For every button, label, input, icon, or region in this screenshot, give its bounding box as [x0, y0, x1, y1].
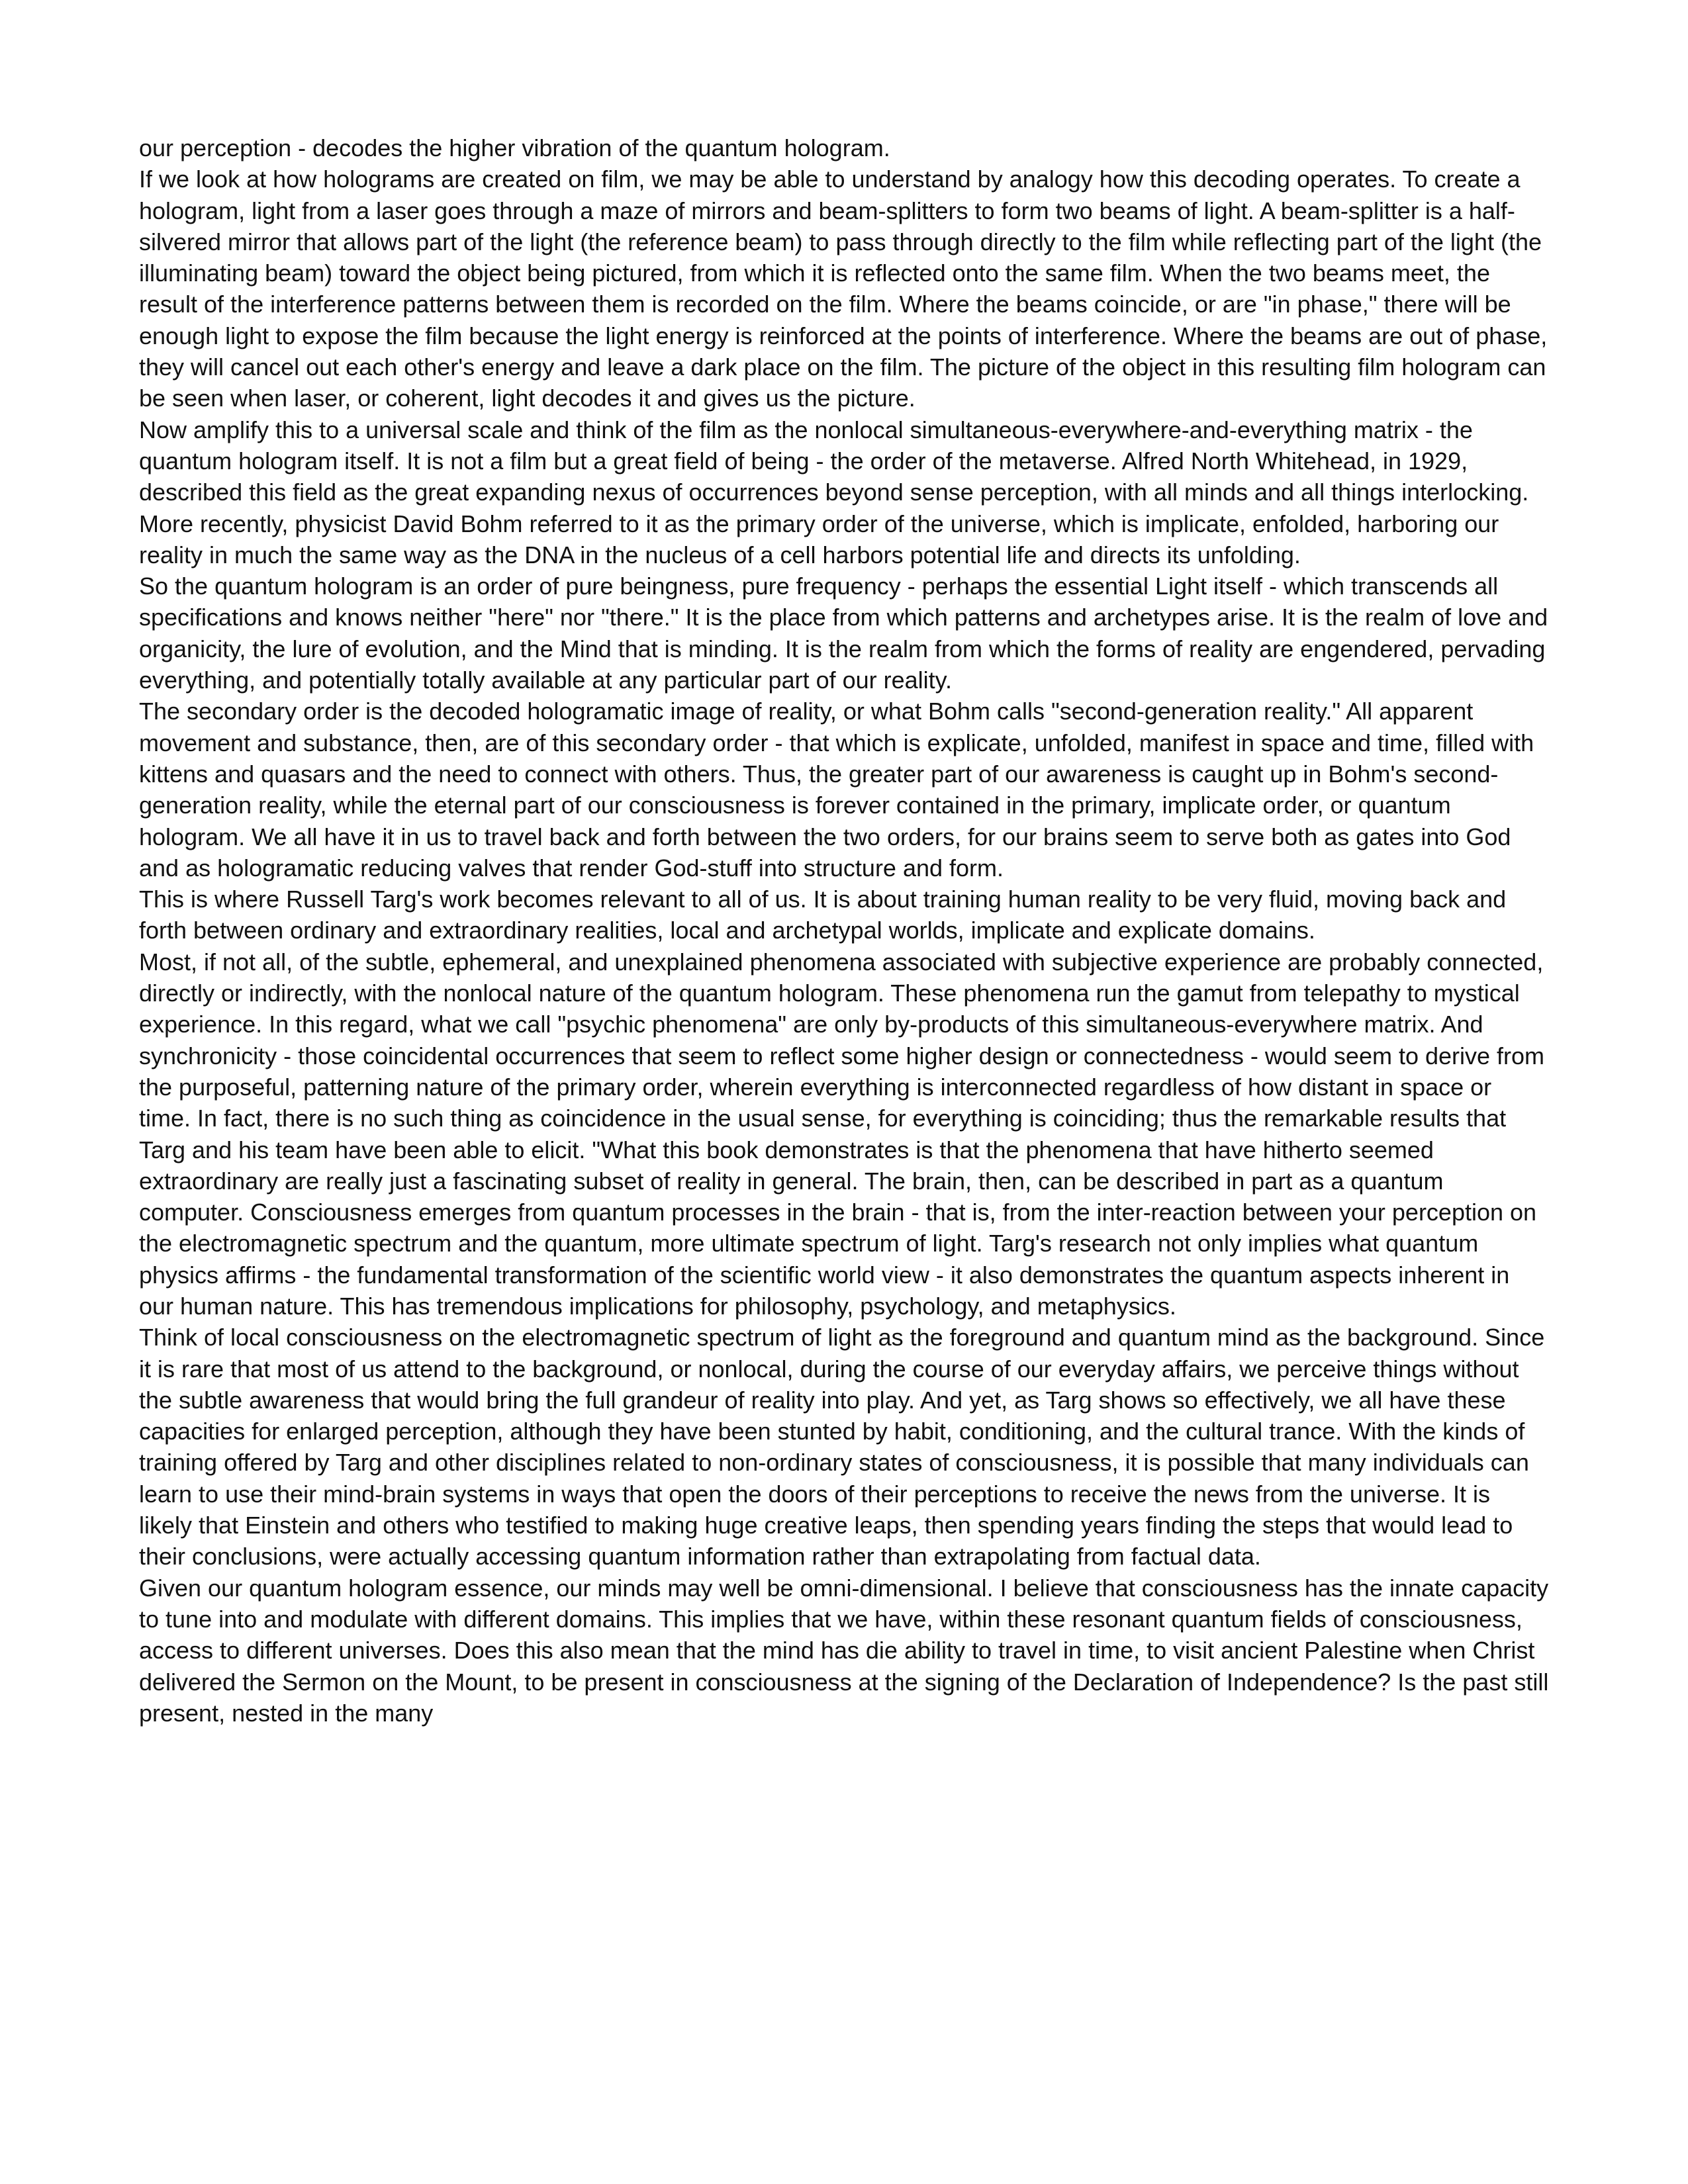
paragraph: So the quantum hologram is an order of pure beingness, pure frequency - perhaps the essential Light itself - which transcends all specifications and knows neither "here" nor "there." It is the place from which patterns and archetypes arise. It is the realm of love and organicity, the lure of evolution, and the Mind that is minding. It is the realm from which the forms of reality are engendered, pervading everything, and potentially totally available at any particular part of our reality. [139, 572, 1548, 694]
paragraph: Now amplify this to a universal scale and think of the film as the nonlocal simultaneous-everywhere-and-everything matrix - the quantum hologram itself. It is not a film but a great field of being - the order of the metaverse. Alfred North Whitehead, in 1929, described this field as the great expanding nexus of occurrences beyond sense perception, with all minds and all things interlocking. More recently, physicist David Bohm referred to it as the primary order of the universe, which is implicate, enfolded, harboring our reality in much the same way as the DNA in the nucleus of a cell harbors potential life and directs its unfolding. [139, 416, 1529, 569]
paragraph: This is where Russell Targ's work becomes relevant to all of us. It is about training human reality to be very fluid, moving back and forth between ordinary and extraordinary realities, local and archetypal worlds, implicate and explicate domains. [139, 886, 1507, 944]
paragraph: Think of local consciousness on the electromagnetic spectrum of light as the foreground and quantum mind as the background. Since it is rare that most of us attend to the background, or nonlocal, during the course of our everyday affairs, we perceive things without the subtle awareness that would bring the full grandeur of reality into play. And yet, as Targ shows so effectively, we all have these capacities for enlarged perception, although they have been stunted by habit, conditioning, and the cultural trance. With the kinds of training offered by Targ and other disciplines related to non-ordinary states of consciousness, it is possible that many individuals can learn to use their mind-brain systems in ways that open the doors of their perceptions to receive the news from the universe. It is likely that Einstein and others who testified to making huge creative leaps, then spending years finding the steps that would lead to their conclusions, were actually accessing quantum information rather than extrapolating from factual data. [139, 1324, 1545, 1570]
paragraph: The secondary order is the decoded hologramatic image of reality, or what Bohm calls "second-generation reality." All apparent movement and substance, then, are of this secondary order - that which is explicate, unfolded, manifest in space and time, filled with kittens and quasars and the need to connect with others. Thus, the greater part of our awareness is caught up in Bohm's second-generation reality, while the eternal part of our consciousness is forever contained in the primary, implicate order, or quantum hologram. We all have it in us to travel back and forth between the two orders, for our brains seem to serve both as gates into God and as hologramatic reducing valves that render God-stuff into structure and form. [139, 698, 1534, 882]
body-text [139, 132, 1549, 1729]
paragraph: our perception - decodes the higher vibration of the quantum hologram. [139, 134, 890, 161]
paragraph: If we look at how holograms are created on film, we may be able to understand by analogy how this decoding operates. To create a hologram, light from a laser goes through a maze of mirrors and beam-splitters to form two beams of light. A beam-splitter is a half-silvered mirror that allows part of the light (the reference beam) to pass through directly to the film while reflecting part of the light (the illuminating beam) toward the object being pictured, from which it is reflected onto the same film. When the two beams meet, the result of the interference patterns between them is recorded on the film. Where the beams coincide, or are "in phase," there will be enough light to expose the film because the light energy is reinforced at the points of interference. Where the beams are out of phase, they will cancel out each other's energy and leave a dark place on the film. The picture of the object in this resulting film hologram can be seen when laser, or coherent, light decodes it and gives us the picture. [139, 165, 1548, 412]
paragraph: Most, if not all, of the subtle, ephemeral, and unexplained phenomena associated with subjective experience are probably connected, directly or indirectly, with the nonlocal nature of the quantum hologram. These phenomena run the gamut from telepathy to mystical experience. In this regard, what we call "psychic phenomena" are only by-products of this simultaneous-everywhere matrix. And synchronicity - those coincidental occurrences that seem to reflect some higher design or connectedness - would seem to derive from the purposeful, patterning nature of the primary order, wherein everything is interconnected regardless of how distant in space or time. In fact, there is no such thing as coincidence in the usual sense, for everything is coinciding; thus the remarkable results that Targ and his team have been able to elicit. "What this book demonstrates is that the phenomena that have hitherto seemed extraordinary are really just a fascinating subset of reality in general. The brain, then, can be described in part as a quantum computer. Consciousness emerges from quantum processes in the brain - that is, from the inter-reaction between your perception on the electromagnetic spectrum and the quantum, more ultimate spectrum of light. Targ's research not only implies what quantum physics affirms - the fundamental transformation of the scientific world view - it also demonstrates the quantum aspects inherent in our human nature. This has tremendous implications for philosophy, psychology, and metaphysics. [139, 948, 1545, 1320]
paragraph: Given our quantum hologram essence, our minds may well be omni-dimensional. I believe that consciousness has the innate capacity to tune into and modulate with different domains. This implies that we have, within these resonant quantum fields of consciousness, access to different universes. Does this also mean that the mind has die ability to travel in time, to visit ancient Palestine when Christ delivered the Sermon on the Mount, to be present in consciousness at the signing of the Declaration of Independence? Is the past still present, nested in the many [139, 1574, 1549, 1727]
